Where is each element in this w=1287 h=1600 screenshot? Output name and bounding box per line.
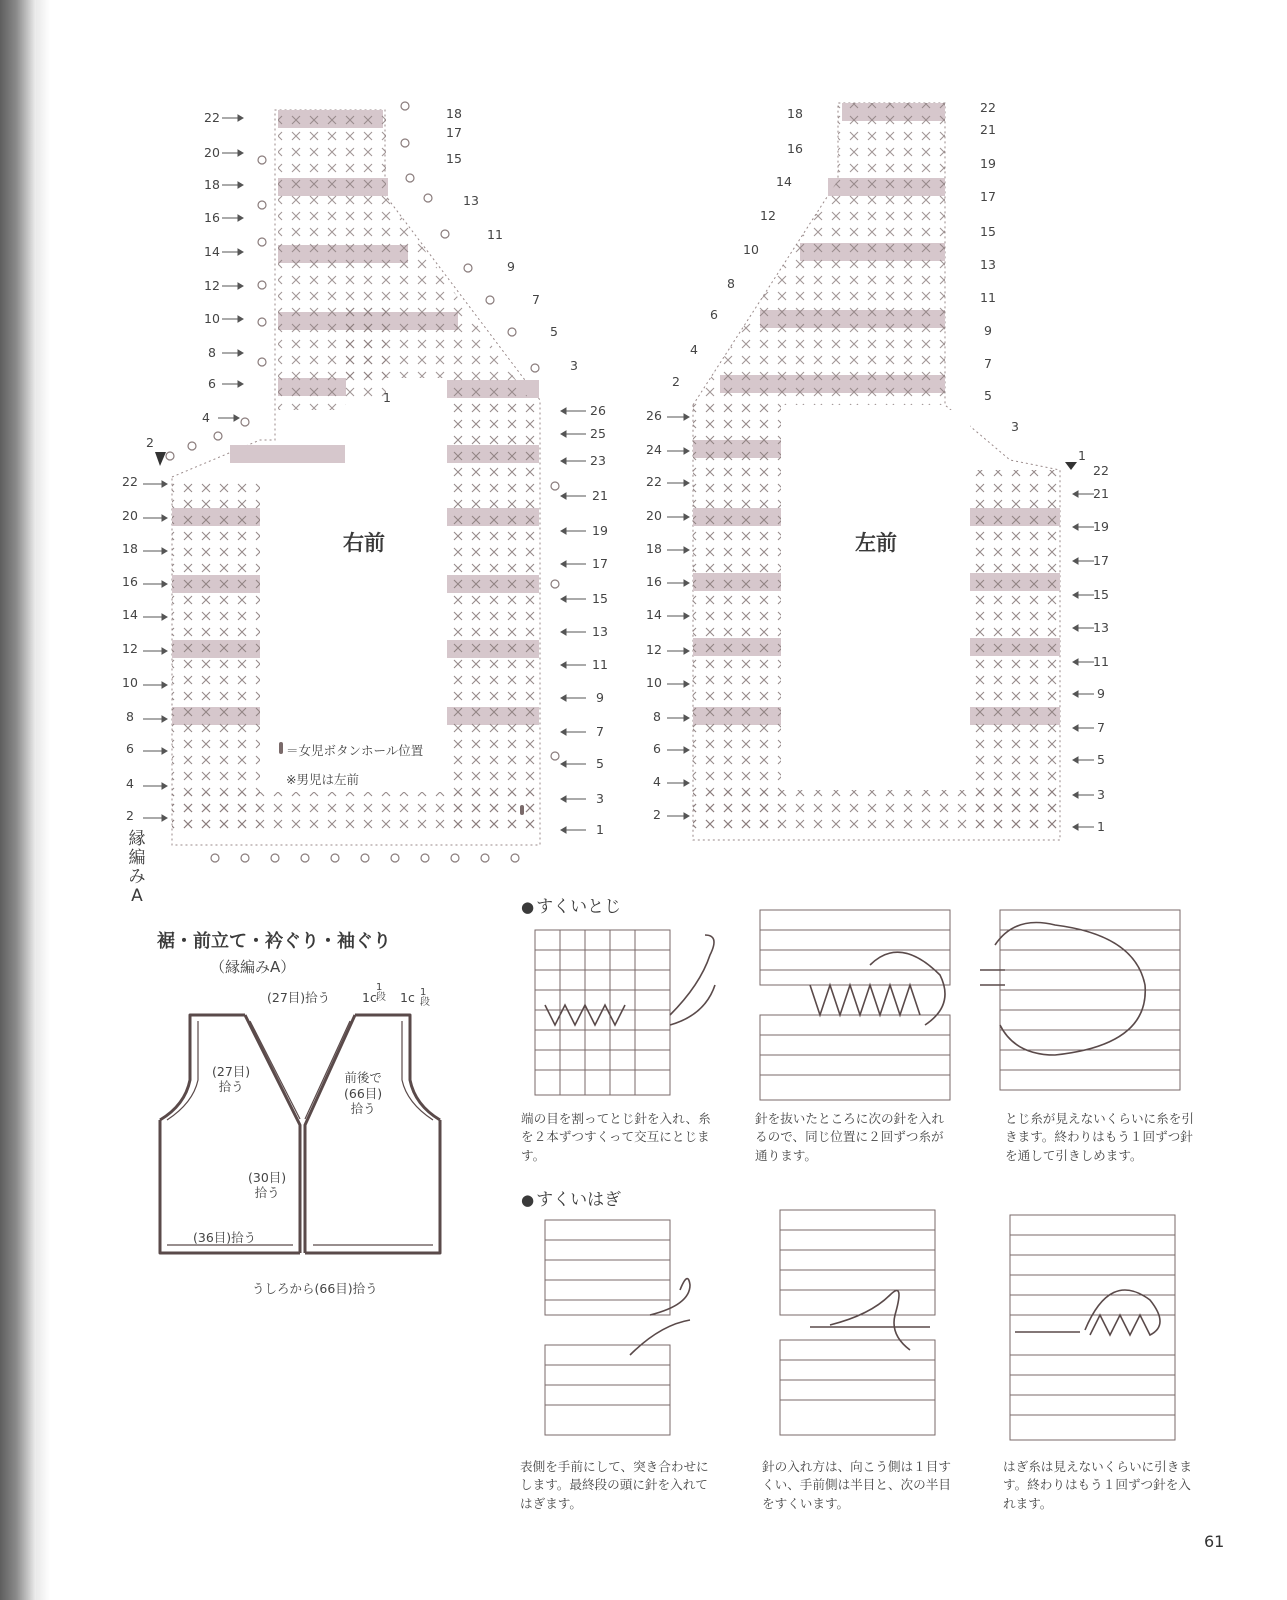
row-label: 10	[122, 675, 138, 690]
row-label: 4	[653, 774, 661, 789]
row-label: 9	[1097, 686, 1105, 701]
row-label: 20	[122, 508, 138, 523]
c1-label: 1c	[362, 990, 377, 1005]
row-label: 22	[204, 110, 220, 125]
row-label: 10	[743, 242, 759, 257]
row-label: 14	[646, 607, 662, 622]
row-label: 4	[202, 410, 210, 425]
row-label: 25	[590, 426, 606, 441]
row-label: 16	[787, 141, 803, 156]
heading-text: すくいとじ	[536, 897, 622, 917]
heading-text: すくいはぎ	[536, 1190, 622, 1210]
row-label: 12	[122, 641, 138, 656]
row-label: 7	[984, 356, 992, 371]
buttonhole-note: ＝女児ボタンホール位置	[286, 743, 424, 758]
row-label: 9	[596, 690, 604, 705]
row-label: 5	[550, 324, 558, 339]
left-front-chart	[680, 95, 1100, 855]
edging-diagram-subtitle: （縁編みA）	[210, 958, 296, 976]
row-label: 11	[1093, 654, 1109, 669]
row-label: 13	[463, 193, 479, 208]
edging-diagram-title: 裾・前立て・衿ぐり・袖ぐり	[157, 931, 391, 952]
row-label: 15	[446, 151, 462, 166]
row-label: 17	[592, 556, 608, 571]
sukui-hagi-step3-illustration	[1000, 1210, 1200, 1450]
start-mark: 1	[1078, 448, 1086, 463]
sukui-hagi-heading	[521, 1185, 621, 1210]
sukui-toji-caption-1: 端の目を割ってとじ針を入れ、糸を２本ずつすくって交互にとじます。	[521, 1111, 711, 1163]
row-label: 16	[122, 574, 138, 589]
front-edge-label: (30目) 拾う	[248, 1170, 287, 1200]
row-label: 8	[727, 276, 735, 291]
row-label: 22	[646, 474, 662, 489]
row-label: 18	[122, 541, 138, 556]
page-crease	[36, 0, 50, 1600]
row-label: 20	[646, 508, 662, 523]
row-label: 11	[592, 657, 608, 672]
row-label: 3	[1011, 419, 1019, 434]
row-label: 17	[980, 189, 996, 204]
row-label: 7	[532, 292, 540, 307]
row-label: 22	[1093, 463, 1109, 478]
sukui-hagi-caption-1: 表側を手前にして、突き合わせにします。最終段の頭に針を入れてはぎます。	[520, 1459, 709, 1511]
sukui-hagi-caption-3: はぎ糸は見えないくらいに引きます。終わりはもう１回ずつ針を入れます。	[1003, 1459, 1192, 1511]
row-label: 10	[646, 675, 662, 690]
right-front-left-arrows	[140, 476, 170, 826]
row-label: 17	[446, 125, 462, 140]
row-label: 5	[984, 388, 992, 403]
row-label: 16	[204, 210, 220, 225]
row-label: 3	[1097, 787, 1105, 802]
row-label: 26	[646, 408, 662, 423]
right-front-title: 右前	[343, 531, 385, 555]
row-label: 17	[1093, 553, 1109, 568]
armhole-label: (27目) 拾う	[212, 1064, 251, 1094]
sukui-hagi-step2-illustration	[770, 1205, 960, 1445]
row-label: 18	[787, 106, 803, 121]
row-label: 15	[980, 224, 996, 239]
left-front-title: 左前	[855, 531, 897, 555]
row-label: 5	[596, 756, 604, 771]
row-label: 18	[446, 106, 462, 121]
front-back-label: 前後で (66目) 拾う	[344, 1070, 383, 1117]
row-label: 1	[1097, 819, 1105, 834]
row-label: 21	[592, 488, 608, 503]
right-front-shoulder-arrows	[218, 110, 258, 430]
row-label: 18	[204, 177, 220, 192]
row-label: 8	[126, 709, 134, 724]
sukui-toji-step2-illustration	[750, 905, 960, 1105]
sukui-hagi-caption-2: 針の入れ方は、向こう側は１目すくい、手前側は半目と、次の半目をすくいます。	[762, 1459, 951, 1511]
back-label: うしろから(66目)拾う	[252, 1281, 378, 1296]
row-label: 22	[980, 100, 996, 115]
start-mark: 1	[383, 390, 391, 405]
row-label: 8	[653, 709, 661, 724]
row-label: 4	[126, 776, 134, 791]
row-label: 12	[760, 208, 776, 223]
row-label: 19	[980, 156, 996, 171]
row-label: 3	[570, 358, 578, 373]
bullet-icon: ●	[521, 898, 535, 916]
sukui-toji-heading	[521, 892, 621, 917]
row-label: 9	[507, 259, 515, 274]
row-label: 2	[126, 808, 134, 823]
row-label: 16	[646, 574, 662, 589]
row-label: 13	[980, 257, 996, 272]
row-label: 3	[596, 791, 604, 806]
row-label: 23	[590, 453, 606, 468]
row-label: 15	[1093, 587, 1109, 602]
page-number: 61	[1204, 1532, 1225, 1551]
row-label: 2	[672, 374, 680, 389]
vest-outline-diagram	[155, 982, 455, 1265]
row-label: 21	[1093, 486, 1109, 501]
dan1-label: 1段	[376, 982, 386, 1003]
row-label: 2	[146, 435, 154, 450]
row-label: 14	[122, 607, 138, 622]
edging-a-label: 縁編みA	[128, 829, 146, 907]
sukui-hagi-step1-illustration	[540, 1215, 710, 1445]
row-label: 10	[204, 311, 220, 326]
book-spine-shadow	[0, 0, 36, 1600]
row-label: 7	[1097, 720, 1105, 735]
row-label: 22	[122, 474, 138, 489]
row-label: 11	[980, 290, 996, 305]
row-label: 19	[592, 523, 608, 538]
row-label: 20	[204, 145, 220, 160]
row-label: 7	[596, 724, 604, 739]
row-label: 11	[487, 227, 503, 242]
row-label: 26	[590, 403, 606, 418]
row-label: 4	[690, 342, 698, 357]
row-label: 13	[592, 624, 608, 639]
row-label: 15	[592, 591, 608, 606]
c1-label: 1c	[400, 990, 415, 1005]
row-label: 21	[980, 122, 996, 137]
row-label: 18	[646, 541, 662, 556]
dan1-label: 1段	[420, 987, 430, 1008]
sukui-toji-caption-2: 針を抜いたところに次の針を入れるので、同じ位置に２回ずつ糸が通ります。	[755, 1111, 944, 1163]
row-label: 9	[984, 323, 992, 338]
left-front-left-arrows	[664, 410, 694, 822]
row-label: 6	[710, 307, 718, 322]
boys-note: ※男児は左前	[286, 772, 359, 787]
top-count-label: (27目)拾う	[267, 990, 331, 1005]
sukui-toji-step3-illustration	[975, 905, 1195, 1105]
row-label: 13	[1093, 620, 1109, 635]
bullet-icon: ●	[521, 1191, 535, 1209]
row-label: 6	[126, 741, 134, 756]
sukui-toji-step1-illustration	[530, 925, 730, 1105]
row-label: 14	[204, 244, 220, 259]
left-front-right-arrows	[1070, 485, 1096, 835]
right-front-right-arrows	[558, 400, 592, 840]
row-label: 1	[596, 822, 604, 837]
row-label: 14	[776, 174, 792, 189]
row-label: 5	[1097, 752, 1105, 767]
row-label: 6	[653, 741, 661, 756]
row-label: 19	[1093, 519, 1109, 534]
row-label: 12	[646, 642, 662, 657]
row-label: 12	[204, 278, 220, 293]
row-label: 24	[646, 442, 662, 457]
hem-label: (36目)拾う	[193, 1230, 257, 1245]
row-label: 2	[653, 807, 661, 822]
row-label: 6	[208, 376, 216, 391]
row-label: 8	[208, 345, 216, 360]
sukui-toji-caption-3: とじ糸が見えないくらいに糸を引きます。終わりはもう１回ずつ針を通して引きしめます。	[1005, 1111, 1194, 1163]
